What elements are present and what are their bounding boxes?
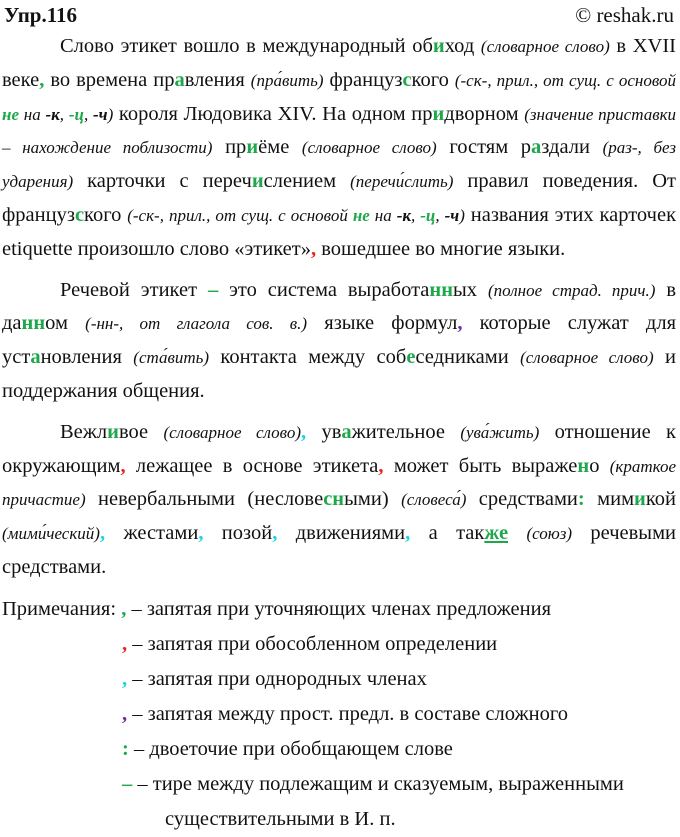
highlighted-hint: -ц <box>68 104 84 124</box>
exercise-title: Упр.116 <box>4 2 78 27</box>
note-item <box>2 697 680 732</box>
hint-text: , <box>435 205 445 225</box>
text-segment: отношение к окружающим <box>2 420 676 477</box>
highlighted-letter: , <box>39 68 45 91</box>
text-segment: кого <box>84 203 128 226</box>
hint-text: , <box>83 104 93 124</box>
hint-text: (ста́вить) <box>133 348 210 368</box>
text-segment: движениями <box>277 522 406 545</box>
text-segment: в XVII веке <box>2 35 676 91</box>
text-segment: дворном <box>444 102 525 125</box>
text-segment: кого <box>411 68 455 91</box>
highlighted-hint: не <box>2 104 19 124</box>
paragraph <box>2 416 676 584</box>
hint-text: (словарное слово) <box>520 348 654 368</box>
text-segment: ёме <box>258 136 302 159</box>
text-segment: ых <box>453 278 488 301</box>
hint-text: (словеса́) <box>401 490 467 510</box>
exercise-text <box>0 30 680 584</box>
note-mark: , <box>122 667 128 690</box>
hint-text: ) <box>107 104 114 124</box>
hint-text: (краткое причастие) <box>2 456 677 510</box>
highlighted-letter: : <box>577 488 585 511</box>
header <box>0 0 680 30</box>
text-segment: Вежл <box>60 420 108 443</box>
text-segment: может быть выраже <box>383 454 578 477</box>
hint-ending: -к <box>45 104 60 124</box>
text-segment: новления <box>40 346 134 369</box>
highlighted-letter: а <box>531 136 542 159</box>
hint-text: (словарное слово) <box>163 422 301 442</box>
red-comma: , <box>120 454 126 477</box>
text-segment: о <box>589 454 610 477</box>
cyan-comma: , <box>99 522 106 545</box>
text-segment: это система выработа <box>218 278 430 301</box>
text-segment: в да <box>2 278 677 335</box>
text-segment: жительное <box>351 420 461 443</box>
hint-text: (значение приставки – нахождение поблизости) <box>2 104 677 158</box>
hint-text: ) <box>459 205 465 225</box>
note-mark: : <box>122 737 129 760</box>
highlighted-letter: с <box>402 68 412 91</box>
paragraph <box>2 274 676 408</box>
highlighted-letter: а <box>30 346 41 369</box>
note-item <box>2 592 680 627</box>
note-text: – запятая между прост. предл. в составе сложного <box>127 702 569 725</box>
hint-text: (пра́вить) <box>250 70 324 90</box>
note-text: – запятая при уточняющих членах предложения <box>126 597 552 620</box>
text-segment: контакта между соб <box>209 346 407 369</box>
text-segment: средствами <box>466 488 578 511</box>
text-segment: гостям р <box>436 136 532 159</box>
notes-label: Примечания: <box>2 597 122 620</box>
text-segment: и поддержания общения. <box>2 346 676 402</box>
text-segment: жестами <box>105 522 199 545</box>
text-segment: Слово этикет вошло в международный об <box>60 35 433 57</box>
text-segment: языке формул <box>307 312 458 335</box>
text-segment: карточки с переч <box>73 170 252 193</box>
hint-ending: -ч <box>444 205 460 225</box>
paragraph <box>2 30 676 266</box>
highlighted-hint: -ц <box>420 205 436 225</box>
text-segment: пр <box>212 136 247 159</box>
highlighted-letter: и <box>432 102 445 125</box>
hint-text: (словарное слово) <box>301 138 437 158</box>
text-segment: ом <box>45 312 86 335</box>
hint-ending: -к <box>396 205 412 225</box>
red-comma: , <box>378 454 384 477</box>
hint-text: на <box>369 205 397 225</box>
note-text: – двоеточие при обобщающем слове <box>128 737 453 760</box>
text-segment: Речевой этикет <box>60 278 208 301</box>
text-segment: вое <box>118 420 164 443</box>
hint-text: (-нн-, от глагола сов. в.) <box>85 314 308 334</box>
highlighted-letter: и <box>246 136 259 159</box>
text-segment: слением <box>263 170 351 193</box>
cyan-comma: , <box>300 420 307 443</box>
highlighted-letter: и <box>432 35 445 57</box>
text-segment: здали <box>541 136 603 159</box>
highlighted-letter: и <box>107 420 119 443</box>
text-segment: ход <box>444 35 481 57</box>
notes-section <box>2 592 680 837</box>
highlighted-letter: и <box>251 170 264 193</box>
highlighted-letter: а <box>341 420 352 443</box>
underlined-highlight: же <box>484 522 509 545</box>
note-mark: – <box>122 772 133 795</box>
cyan-comma: , <box>272 522 278 545</box>
text-segment <box>508 522 526 544</box>
hint-text: (-ск-, прил., от сущ. с основой <box>127 205 353 225</box>
text-segment: седниками <box>415 346 521 369</box>
highlighted-letter: сн <box>323 488 345 511</box>
text-segment: речевыми средствами. <box>2 522 677 578</box>
cyan-comma: , <box>405 522 411 545</box>
text-segment: вошедшее во многие языки. <box>316 237 566 260</box>
red-comma: , <box>311 237 317 260</box>
hint-text: , <box>411 205 421 225</box>
text-segment: правил поведения. От францу <box>2 170 676 226</box>
highlighted-letter: н <box>577 454 590 477</box>
hint-text: (мими́ческий) <box>2 524 100 544</box>
note-item <box>2 627 680 662</box>
text-segment: короля Людовика XIV. На одном пр <box>113 102 433 125</box>
note-mark: , <box>122 632 128 655</box>
highlighted-letter: а <box>174 68 185 91</box>
hint-ending: -ч <box>93 104 108 124</box>
highlighted-hint: не <box>352 205 370 225</box>
note-text: – запятая при обособленном определении <box>127 632 498 655</box>
hint-text: (ува́жить) <box>460 422 540 442</box>
hint-text: (раз-, без ударения) <box>2 138 677 192</box>
highlighted-letter: нн <box>429 278 454 301</box>
text-segment: з <box>394 68 403 91</box>
site-credit: © reshak.ru <box>575 2 674 27</box>
purple-comma: , <box>457 312 463 335</box>
text-segment: позой <box>203 522 273 545</box>
hint-text: (союз) <box>526 524 573 544</box>
note-item <box>2 732 680 767</box>
hint-text: (-ск-, прил., от сущ. с основой <box>454 70 676 90</box>
note-item <box>2 662 680 697</box>
text-segment: а так <box>410 522 485 545</box>
text-segment: которые служат для уст <box>2 312 676 369</box>
highlighted-letter: с <box>74 203 85 226</box>
text-segment: мим <box>584 488 635 511</box>
hint-text: (полное страд. прич.) <box>487 280 656 300</box>
highlighted-letter: – <box>207 278 219 301</box>
text-segment: ув <box>306 420 342 443</box>
note-item <box>2 767 680 802</box>
text-segment: во времена пр <box>44 68 175 91</box>
text-segment: кой <box>645 488 676 511</box>
text-segment: лежащее в основе этикета <box>125 454 379 477</box>
note-mark: , <box>121 597 127 620</box>
highlighted-letter: и <box>634 488 646 511</box>
hint-text: , <box>59 104 69 124</box>
cyan-comma: , <box>198 522 204 545</box>
text-segment: невербальными (несловe <box>85 488 324 511</box>
note-text: – тире между подлежащим и сказуемым, выраженными <box>132 772 624 795</box>
note-mark: , <box>122 702 128 725</box>
text-segment: францу <box>323 68 395 91</box>
text-segment: з <box>66 203 75 226</box>
text-segment: вления <box>184 68 251 91</box>
hint-text: (перечи́слить) <box>350 172 454 192</box>
text-segment: ыми) <box>344 488 402 511</box>
text-segment: названия этих карточек etiquette произошло слово «этикет» <box>2 203 677 260</box>
note-text: – запятая при однородных членах <box>127 667 427 690</box>
hint-text: (словарное слово) <box>480 37 610 56</box>
hint-text: на <box>18 104 46 124</box>
highlighted-letter: е <box>406 346 416 369</box>
note-continuation: существительными в И. п. <box>165 807 396 830</box>
highlighted-letter: нн <box>21 312 46 335</box>
